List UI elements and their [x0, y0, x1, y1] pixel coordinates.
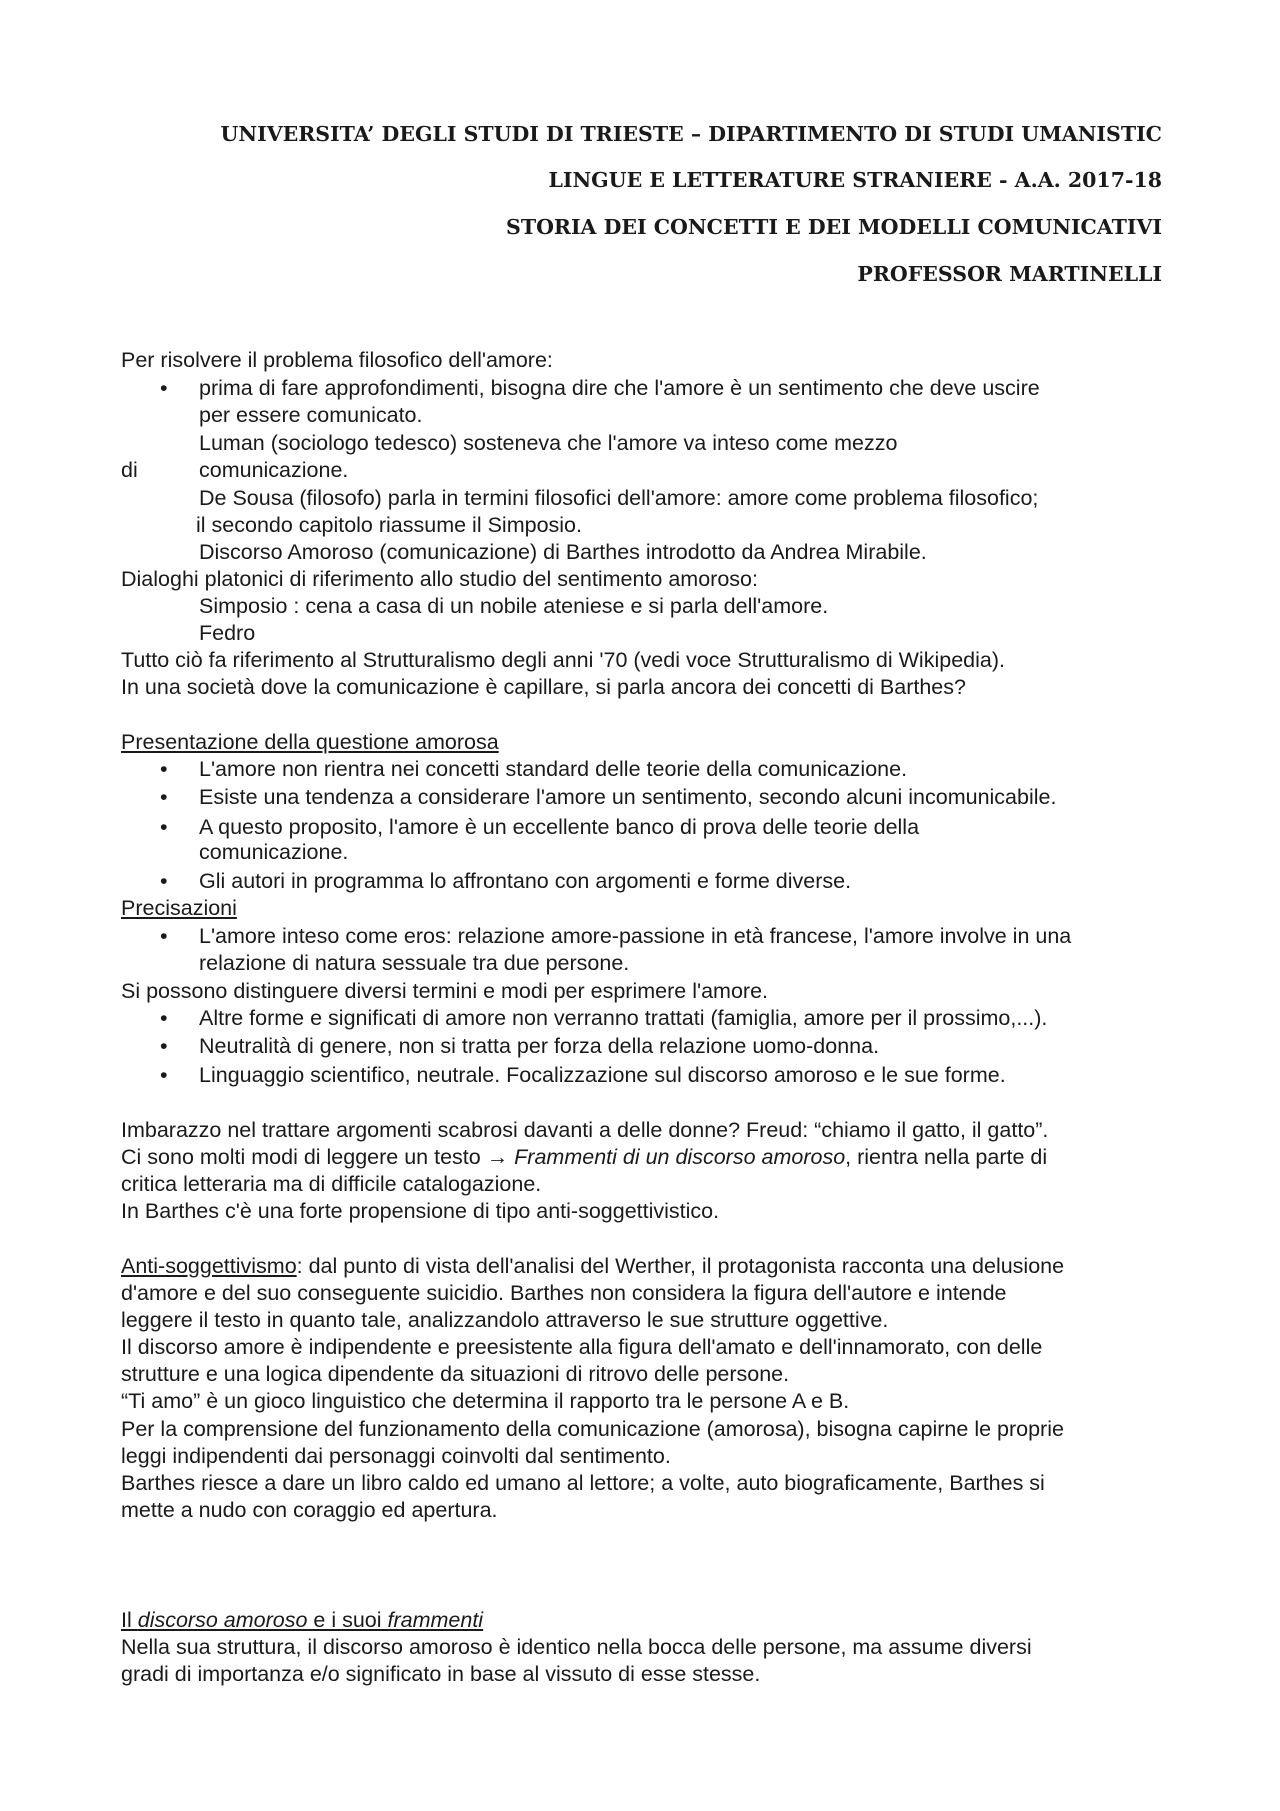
text-run-italic: discorso amoroso: [137, 1608, 308, 1632]
bullet-dot: •: [160, 1063, 168, 1087]
text-run: e i suoi: [307, 1608, 388, 1632]
presentazione-bullet: comunicazione.: [199, 840, 349, 864]
anti-line: leggere il testo in quanto tale, analizzandolo attraverso le sue strutture oggettive.: [121, 1308, 889, 1332]
section-heading-precisazioni: Precisazioni: [121, 896, 237, 920]
header-professor: PROFESSOR MARTINELLI: [857, 262, 1162, 286]
presentazione-bullet: Gli autori in programma lo affrontano con argomenti e forme diverse.: [199, 869, 852, 893]
bullet-dot: •: [160, 1034, 168, 1058]
bullet-dot: •: [160, 785, 168, 809]
imbarazzo-line: Imbarazzo nel trattare argomenti scabrosi davanti a delle donne? Freud: “chiamo il gatto, il gatto”.: [121, 1118, 1049, 1142]
precisazioni-bullet: Neutralità di genere, non si tratta per forza della relazione uomo-donna.: [199, 1034, 880, 1058]
anti-line: [121, 1256, 1064, 1278]
header-university: UNIVERSITA’ DEGLI STUDI DI TRIESTE – DIPARTIMENTO DI STUDI UMANISTIC: [220, 122, 1162, 146]
intro-line-fragment: di: [121, 458, 138, 482]
presentazione-bullet: Esiste una tendenza a considerare l'amore un sentimento, secondo alcuni incomunicabile.: [199, 785, 1057, 809]
precisazioni-line: Si possono distinguere diversi termini e modi per esprimere l'amore.: [121, 979, 768, 1003]
intro-line: Discorso Amoroso (comunicazione) di Barthes introdotto da Andrea Mirabile.: [199, 540, 927, 564]
bullet-dot: •: [160, 376, 168, 400]
precisazioni-bullet: relazione di natura sessuale tra due persone.: [199, 951, 630, 975]
anti-line: mette a nudo con coraggio ed apertura.: [121, 1498, 498, 1522]
anti-line: leggi indipendenti dai personaggi coinvolti dal sentimento.: [121, 1444, 671, 1468]
intro-line: Dialoghi platonici di riferimento allo studio del sentimento amoroso:: [121, 567, 758, 591]
text-run: , rientra nella parte di: [845, 1145, 1048, 1169]
bullet-dot: •: [160, 869, 168, 893]
intro-bullet-line: per essere comunicato.: [199, 403, 423, 427]
precisazioni-bullet: Altre forme e significati di amore non verranno trattati (famiglia, amore per il prossimo,...).: [199, 1006, 1048, 1030]
section-heading-anti-soggettivismo: Anti-soggettivismo: [121, 1254, 297, 1278]
bullet-dot: •: [160, 815, 168, 839]
text-run: : dal punto di vista dell'analisi del Werther, il protagonista racconta una delusione: [296, 1254, 1065, 1278]
imbarazzo-line: In Barthes c'è una forte propensione di tipo anti-soggettivistico.: [121, 1199, 720, 1223]
precisazioni-bullet: Linguaggio scientifico, neutrale. Focalizzazione sul discorso amoroso e le sue forme.: [199, 1063, 1006, 1087]
intro-line: Per risolvere il problema filosofico dell'amore:: [121, 348, 553, 372]
intro-line: Luman (sociologo tedesco) sosteneva che l'amore va inteso come mezzo: [199, 431, 898, 455]
intro-line: comunicazione.: [199, 458, 349, 482]
intro-line: Simposio : cena a casa di un nobile ateniese e si parla dell'amore.: [199, 594, 829, 618]
anti-line: d'amore e del suo conseguente suicidio. Barthes non considera la figura dell'autore e intende: [121, 1281, 1007, 1305]
intro-line: Tutto ciò fa riferimento al Strutturalismo degli anni '70 (vedi voce Strutturalismo di Wikipedia).: [121, 648, 1005, 672]
frammenti-line: Nella sua struttura, il discorso amoroso è identico nella bocca delle persone, ma assume diversi: [121, 1635, 1032, 1659]
intro-line: Fedro: [199, 621, 256, 645]
anti-line: strutture e una logica dipendente da situazioni di ritrovo delle persone.: [121, 1362, 790, 1386]
intro-bullet-line: prima di fare approfondimenti, bisogna dire che l'amore è un sentimento che deve uscire: [199, 376, 1040, 400]
presentazione-bullet: L'amore non rientra nei concetti standard delle teorie della comunicazione.: [199, 757, 908, 781]
section-heading-frammenti: [121, 1610, 483, 1632]
anti-line: Barthes riesce a dare un libro caldo ed umano al lettore; a volte, auto biograficamente, Barthes si: [121, 1471, 1045, 1495]
bullet-dot: •: [160, 1006, 168, 1030]
header-course-year: LINGUE E LETTERATURE STRANIERE - A.A. 2017-18: [548, 168, 1162, 192]
bullet-dot: •: [160, 924, 168, 948]
anti-line: Il discorso amore è indipendente e preesistente alla figura dell'amato e dell'innamorato, con delle: [121, 1335, 1043, 1359]
header-subject: STORIA DEI CONCETTI E DEI MODELLI COMUNICATIVI: [506, 215, 1162, 239]
anti-line: “Ti amo” è un gioco linguistico che determina il rapporto tra le persone A e B.: [121, 1389, 850, 1413]
intro-line: In una società dove la comunicazione è capillare, si parla ancora dei concetti di Barthes?: [121, 675, 966, 699]
precisazioni-bullet: L'amore inteso come eros: relazione amore-passione in età francese, l'amore involve in una: [199, 924, 1072, 948]
intro-line: il secondo capitolo riassume il Simposio.: [196, 513, 582, 537]
imbarazzo-line: [121, 1147, 1047, 1169]
anti-line: Per la comprensione del funzionamento della comunicazione (amorosa), bisogna capirne le proprie: [121, 1417, 1064, 1441]
presentazione-bullet: A questo proposito, l'amore è un eccellente banco di prova delle teorie della: [199, 815, 920, 839]
intro-line: De Sousa (filosofo) parla in termini filosofici dell'amore: amore come problema filosofico;: [199, 486, 1039, 510]
bullet-dot: •: [160, 757, 168, 781]
section-heading-presentazione: Presentazione della questione amorosa: [121, 730, 499, 754]
imbarazzo-line: critica letteraria ma di difficile catalogazione.: [121, 1172, 542, 1196]
book-title: Frammenti di un discorso amoroso: [514, 1145, 846, 1169]
text-run-italic: frammenti: [387, 1608, 484, 1632]
frammenti-line: gradi di importanza e/o significato in base al vissuto di esse stesse.: [121, 1662, 761, 1686]
text-run: Ci sono molti modi di leggere un testo →: [121, 1145, 515, 1169]
text-run: Il: [121, 1608, 138, 1632]
